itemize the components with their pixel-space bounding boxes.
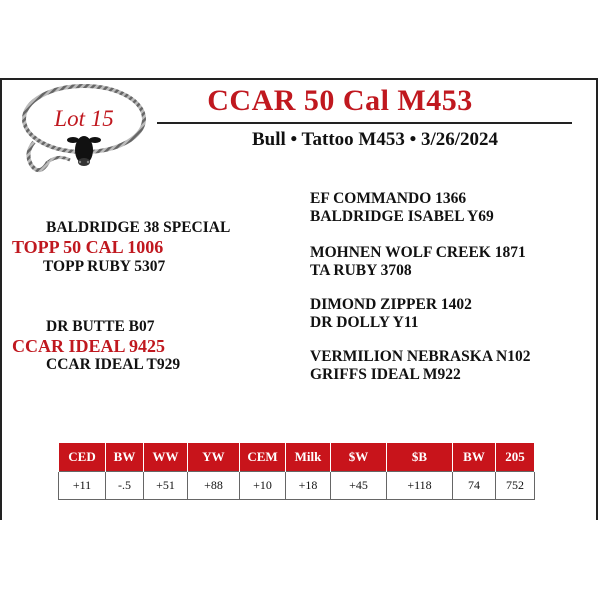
epd-value-milk: +18 [286, 472, 331, 500]
rope-lasso-cow-icon [18, 82, 150, 182]
sire: TOPP 50 CAL 1006 [12, 237, 164, 257]
grandsire-2b: TA RUBY 3708 [310, 262, 412, 279]
epd-value-ced: +11 [59, 472, 106, 500]
grandsire-2a: MOHNEN WOLF CREEK 1871 [310, 244, 526, 261]
dam-sire: DR BUTTE B07 [46, 318, 155, 335]
granddam-3b: DR DOLLY Y11 [310, 314, 419, 331]
page-title: CCAR 50 Cal M453 [207, 84, 473, 117]
epd-value-w-index: +45 [331, 472, 387, 500]
grandsire-1a: EF COMMANDO 1366 [310, 190, 467, 207]
epd-table [58, 442, 535, 500]
epd-header-row [59, 443, 535, 472]
sire-sire: BALDRIDGE 38 SPECIAL [46, 219, 231, 236]
epd-header-actual-bw: BW [453, 443, 496, 472]
epd-value-b-index: +118 [387, 472, 453, 500]
epd-value-205: 752 [496, 472, 535, 500]
epd-header-w-index: $W [331, 443, 387, 472]
sire-dam: TOPP RUBY 5307 [43, 258, 166, 275]
epd-header-bw: BW [106, 443, 144, 472]
dam-dam: CCAR IDEAL T929 [46, 356, 181, 373]
granddam-4a: VERMILION NEBRASKA N102 [310, 348, 531, 365]
epd-header-cem: CEM [240, 443, 286, 472]
epd-header-205: 205 [496, 443, 535, 472]
grandsire-1b: BALDRIDGE ISABEL Y69 [310, 208, 494, 225]
epd-value-actual-bw: 74 [453, 472, 496, 500]
granddam-4b: GRIFFS IDEAL M922 [310, 366, 461, 383]
epd-header-milk: Milk [286, 443, 331, 472]
epd-value-cem: +10 [240, 472, 286, 500]
title-divider [157, 122, 572, 124]
animal-subtitle: Bull • Tattoo M453 • 3/26/2024 [251, 129, 499, 150]
dam: CCAR IDEAL 9425 [12, 336, 166, 356]
granddam-3a: DIMOND ZIPPER 1402 [310, 296, 472, 313]
epd-value-bw: -.5 [106, 472, 144, 500]
epd-value-row [59, 472, 535, 500]
epd-header-yw: YW [188, 443, 240, 472]
epd-header-b-index: $B [387, 443, 453, 472]
lot-label: Lot 15 [54, 106, 114, 131]
epd-value-ww: +51 [144, 472, 188, 500]
epd-header-ww: WW [144, 443, 188, 472]
epd-header-ced: CED [59, 443, 106, 472]
epd-value-yw: +88 [188, 472, 240, 500]
